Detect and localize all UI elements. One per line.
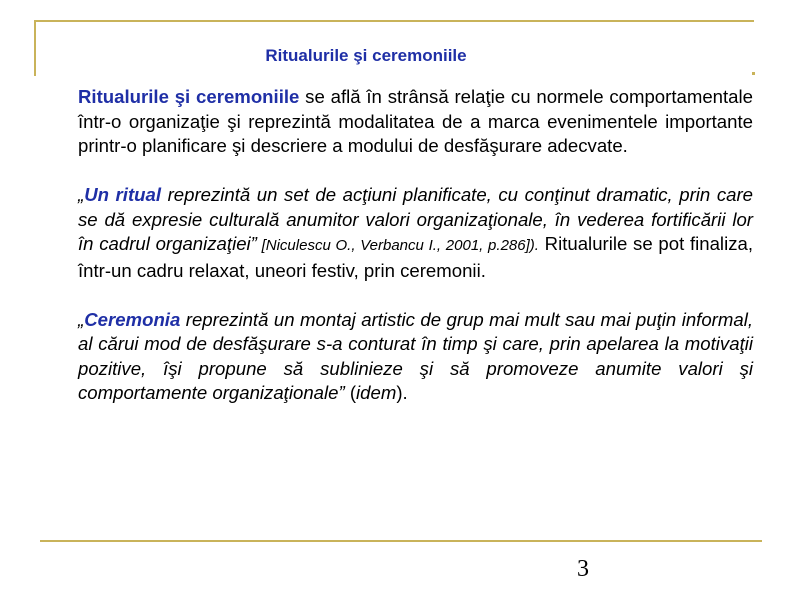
- paragraph-intro: [78, 85, 753, 159]
- frame-top-border: [34, 20, 754, 22]
- paragraph-ritual: [78, 183, 753, 283]
- open-quote: „: [78, 308, 85, 330]
- paragraph-intro-text: se află în strânsă relaţie cu normele comportamentale într-o organizaţie şi reprezintă modalitatea de a marca evenimentele importante printr-o planificare şi descriere a modului de desfăşurare adecvate.: [78, 86, 753, 156]
- ref-idem: idem: [356, 382, 397, 403]
- ref-open: (: [344, 382, 357, 403]
- citation: [Niculescu O., Verbancu I., 2001, p.286]).: [256, 237, 539, 254]
- ritual-definition: reprezintă un set de acţiuni planificate, cu conţinut dramatic, prin care se dă expresie culturală anumitor valori organizaţionale, în vederea fortificării lor în cadrul organizaţiei”: [78, 184, 753, 254]
- footer-rule: [40, 540, 762, 542]
- slide-title: Ritualurile şi ceremoniile: [265, 46, 467, 65]
- keyword-ceremonia: Ceremonia: [84, 308, 181, 330]
- slide-body: [78, 85, 753, 406]
- frame-corner-dot: [752, 72, 755, 75]
- ref-close: ).: [396, 382, 408, 403]
- ritual-followup: Ritualurile se pot finaliza, într-un cadru relaxat, uneori festiv, prin ceremonii.: [78, 233, 753, 281]
- keyword-ritual: Un ritual: [84, 184, 162, 205]
- open-quote: „: [78, 184, 85, 205]
- ceremonia-definition: reprezintă un montaj artistic de grup mai mult sau mai puţin informal, al cărui mod de desfăşurare s-a conturat în timp şi care, prin apelarea la motivaţii pozitive, îşi propune să sublinieze şi să promoveze anumite valori şi comportamente organizaţionale”: [78, 308, 753, 403]
- keyword-ritualuri: Ritualurile şi ceremoniile: [78, 86, 300, 107]
- page-number: 3: [577, 556, 589, 582]
- paragraph-ceremonia: [78, 308, 753, 406]
